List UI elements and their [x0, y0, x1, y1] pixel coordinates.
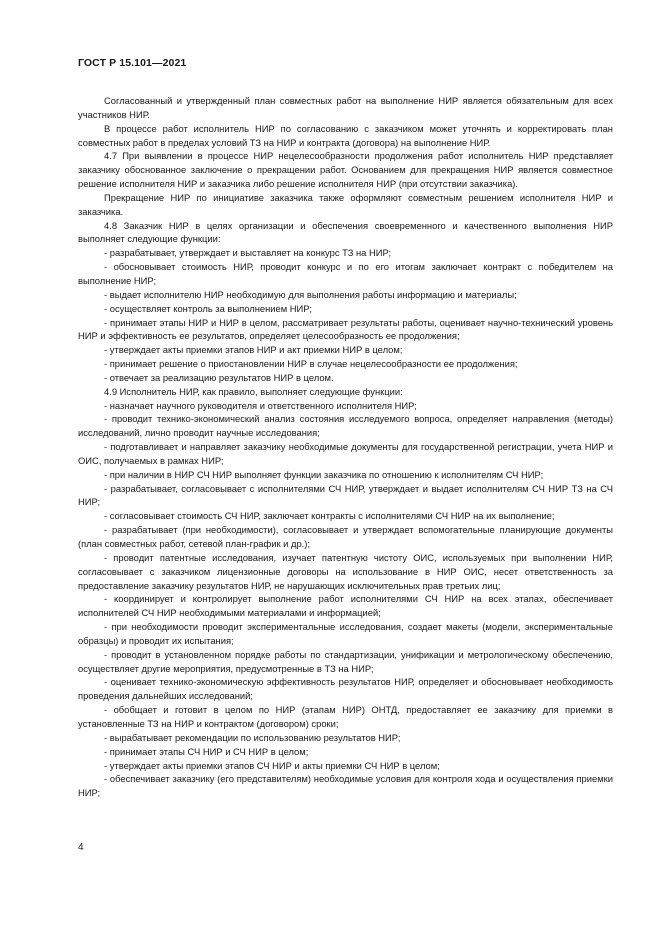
list-item: - при наличии в НИР СЧ НИР выполняет функции заказчика по отношению к исполнителям СЧ НИР; — [104, 468, 544, 480]
list-item: - оценивает технико-экономическую эффективность результатов НИР, определяет и обосновывает необходимость проведения дальнейших исследований; — [78, 676, 613, 702]
list-item: - утверждает акты приемки этапов НИР и акт приемки НИР в целом; — [104, 344, 403, 356]
list-item: - при необходимости проводит экспериментальные исследования, создает макеты (модели, экспериментальные образцы) и проводит их испытания; — [78, 621, 613, 646]
list-item: - обобщает и готовит в целом по НИР (этапам НИР) ОНТД, предоставляет ее заказчику для приемки в установленные ТЗ на НИР и контрактом (договором) сроки; — [78, 704, 613, 729]
paragraph: В процессе работ исполнитель НИР по согласованию с заказчиком может уточнять и корректировать план совместных работ в пределах условий ТЗ на НИР и контракта (договора) на выполнение НИР. — [78, 122, 613, 148]
paragraph: Согласованный и утвержденный план совместных работ на выполнение НИР является обязательным для всех участников НИР. — [78, 95, 613, 120]
list-item: - выдает исполнителю НИР необходимую для выполнения работы информацию и материалы; — [104, 288, 517, 300]
list-item: - отвечает за реализацию результатов НИР в целом. — [104, 371, 334, 383]
list-item: - принимает решение о приостановлении НИР в случае нецелесообразности ее продолжения; — [104, 358, 518, 370]
list-item: - принимает этапы СЧ НИР и СЧ НИР в целом; — [104, 745, 309, 757]
document-body — [78, 94, 613, 800]
paragraph: Прекращение НИР по инициативе заказчика также оформляют совместным решением исполнителя НИР и заказчика. — [78, 191, 613, 217]
list-item: - согласовывает стоимость СЧ НИР, заключает контракты с исполнителями СЧ НИР на их выполнение; — [104, 510, 555, 522]
list-item: - обосновывает стоимость НИР, проводит конкурс и по его итогам заключает контракт с победителем на выполнение НИР; — [78, 261, 613, 286]
list-item: - проводит патентные исследования, изучает патентную чистоту ОИС, используемых при выполнении НИР, согласовывает с заказчиком лицензионные договоры на использование в НИР ОИС, несет ответственность за предоставление заказчику результатов НИР, не нарушающих исключительных прав третьих лиц; — [78, 551, 613, 591]
list-item: - разрабатывает, согласовывает с исполнителями СЧ НИР, утверждает и выдает исполнителям СЧ НИР ТЗ на СЧ НИР; — [78, 482, 613, 508]
list-item: - проводит в установленном порядке работы по стандартизации, унификации и метрологическому обеспечению, осуществляет другие мероприятия, предусмотренные в ТЗ на НИР; — [78, 648, 613, 674]
list-item: - обеспечивает заказчику (его представителям) необходимые условия для контроля хода и осуществления приемки НИР; — [78, 773, 613, 799]
document-header: ГОСТ Р 15.101—2021 — [78, 57, 187, 69]
paragraph: 4.9 Исполнитель НИР, как правило, выполняет следующие функции: — [104, 385, 403, 397]
list-item: - вырабатывает рекомендации по использованию результатов НИР; — [104, 731, 401, 743]
paragraph: 4.8 Заказчик НИР в целях организации и обеспечения своевременного и качественного выполнения НИР выполняет следующие функции: — [78, 219, 613, 245]
list-item: - осуществляет контроль за выполнением НИР; — [104, 302, 312, 314]
list-item: - координирует и контролирует выполнение работ исполнителями СЧ НИР на всех этапах, обеспечивает исполнителей СЧ НИР необходимыми материалами и информацией; — [78, 593, 613, 619]
page-number: 4 — [78, 842, 84, 853]
list-item: - назначает научного руководителя и ответственного исполнителя НИР; — [104, 399, 417, 411]
list-item: - подготавливает и направляет заказчику необходимые документы для государственной регистрации, учета НИР и ОИС, получаемых в рамках НИР; — [78, 441, 613, 466]
list-item: - разрабатывает (при необходимости), согласовывает и утверждает вспомогательные планирующие документы (план совместных работ, сетевой план-график и др.); — [78, 524, 613, 549]
list-item: - утверждает акты приемки этапов СЧ НИР и акты приемки СЧ НИР в целом; — [104, 759, 440, 771]
list-item: - принимает этапы НИР и НИР в целом, рассматривает результаты работы, оценивает научно-технический уровень НИР и эффективность ее результатов, определяет целесообразность ее продолжения; — [78, 316, 613, 342]
list-item: - проводит технико-экономический анализ состояния исследуемого вопроса, определяет направления (методы) исследований, лично проводит научные исследования; — [78, 413, 613, 439]
paragraph: 4.7 При выявлении в процессе НИР нецелесообразности продолжения работ исполнитель НИР представляет заказчику обоснованное заключение о прекращении работ. Основанием для прекращения НИР является совместное решение исполнителя НИР и заказчика либо решение исполнителя НИР (при отсутствии заказчика). — [78, 150, 613, 190]
list-item: - разрабатывает, утверждает и выставляет на конкурс ТЗ на НИР; — [104, 247, 392, 259]
